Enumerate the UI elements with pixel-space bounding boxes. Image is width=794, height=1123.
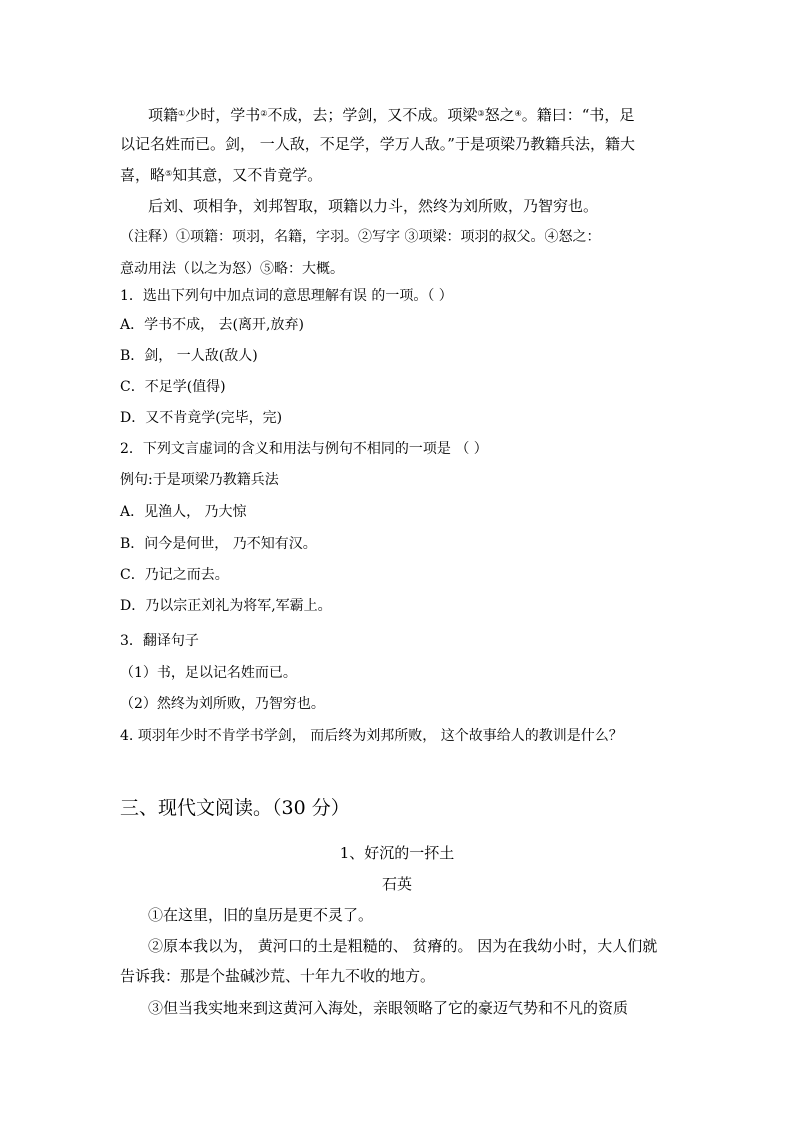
question-2-example: 例句:于是项梁乃教籍兵法 xyxy=(120,472,279,488)
note-marker-1: ① xyxy=(178,109,186,118)
question-2-option-a: A．见渔人， 乃大惊 xyxy=(120,504,247,520)
question-3-item-1: （1）书，足以记名姓而已。 xyxy=(120,665,297,681)
passage-text: 项籍 xyxy=(148,106,179,124)
question-2: 2．下列文言虚词的含义和用法与例句不相同的一项是 （ ） xyxy=(120,441,488,457)
passage-text: 少时，学书 xyxy=(185,106,261,124)
passage-line-1 xyxy=(148,104,634,125)
article-paragraph-2-line-2: 告诉我：那是个盐碱沙荒、十年九不收的地方。 xyxy=(120,967,436,985)
question-3: 3．翻译句子 xyxy=(120,633,199,649)
section-3-heading: 三、现代文阅读。（30 分） xyxy=(120,797,350,819)
question-4: 4. 项羽年少时不肯学书学剑， 而后终为刘邦所败， 这个故事给人的教训是什么？ xyxy=(120,728,623,744)
question-2-option-b: B．问今是何世， 乃不知有汉。 xyxy=(120,536,317,552)
question-3-item-2: （2）然终为刘所败，乃智穷也。 xyxy=(120,696,325,712)
note-marker-5: ⑤ xyxy=(165,169,173,178)
passage-line-4: 后刘、项相争，刘邦智取，项籍以力斗，然终为刘所败，乃智穷也。 xyxy=(148,197,599,215)
annotation-line-1: （注释）①项籍：项羽，名籍，字羽。②写字 ③项梁：项羽的叔父。④怒之： xyxy=(120,229,601,245)
annotation-line-2: 意动用法（以之为怒）⑤略：大概。 xyxy=(120,261,344,277)
question-1: 1．选出下列句中加点词的意思理解有误 的一项。（ ） xyxy=(120,288,453,304)
passage-line-3 xyxy=(120,164,322,185)
note-marker-3: ③ xyxy=(477,109,485,118)
question-1-option-b: B．剑， 一人敌(敌人) xyxy=(120,348,258,364)
note-marker-2: ② xyxy=(260,109,268,118)
passage-text: 怒之 xyxy=(484,106,515,124)
article-paragraph-3-line-1: ③但当我实地来到这黄河入海处，亲眼领略了它的豪迈气势和不凡的资质 xyxy=(148,999,629,1017)
passage-text: 知其意，又不肯竟学。 xyxy=(172,166,323,184)
question-1-option-d: D．又不肯竟学(完毕，完) xyxy=(120,410,283,426)
article-author: 石英 xyxy=(381,875,412,893)
article-paragraph-1: ①在这里，旧的皇历是更不灵了。 xyxy=(148,906,374,924)
article-paragraph-2-line-1: ②原本我以为， 黄河口的土是粗糙的、 贫瘠的。 因为在我幼小时，大人们就 xyxy=(148,937,658,955)
passage-line-2: 以记名姓而已。剑， 一人敌，不足学，学万人敌。”于是项梁乃教籍兵法，籍大 xyxy=(120,135,635,153)
passage-text: 不成，去；学剑，又不成。项梁 xyxy=(267,106,478,124)
question-2-option-c: C．乃记之而去。 xyxy=(120,567,229,583)
question-1-option-c: C．不足学(值得) xyxy=(120,379,226,395)
note-marker-4: ④ xyxy=(514,109,522,118)
passage-text: 。籍曰：“书，足 xyxy=(521,106,635,124)
question-1-option-a: A．学书不成， 去(离开,放弃) xyxy=(120,317,304,333)
article-title: 1、好沉的一抔土 xyxy=(339,844,455,862)
question-2-option-d: D．乃以宗正刘礼为将军,军霸上。 xyxy=(120,598,332,614)
passage-text: 喜，略 xyxy=(120,166,166,184)
